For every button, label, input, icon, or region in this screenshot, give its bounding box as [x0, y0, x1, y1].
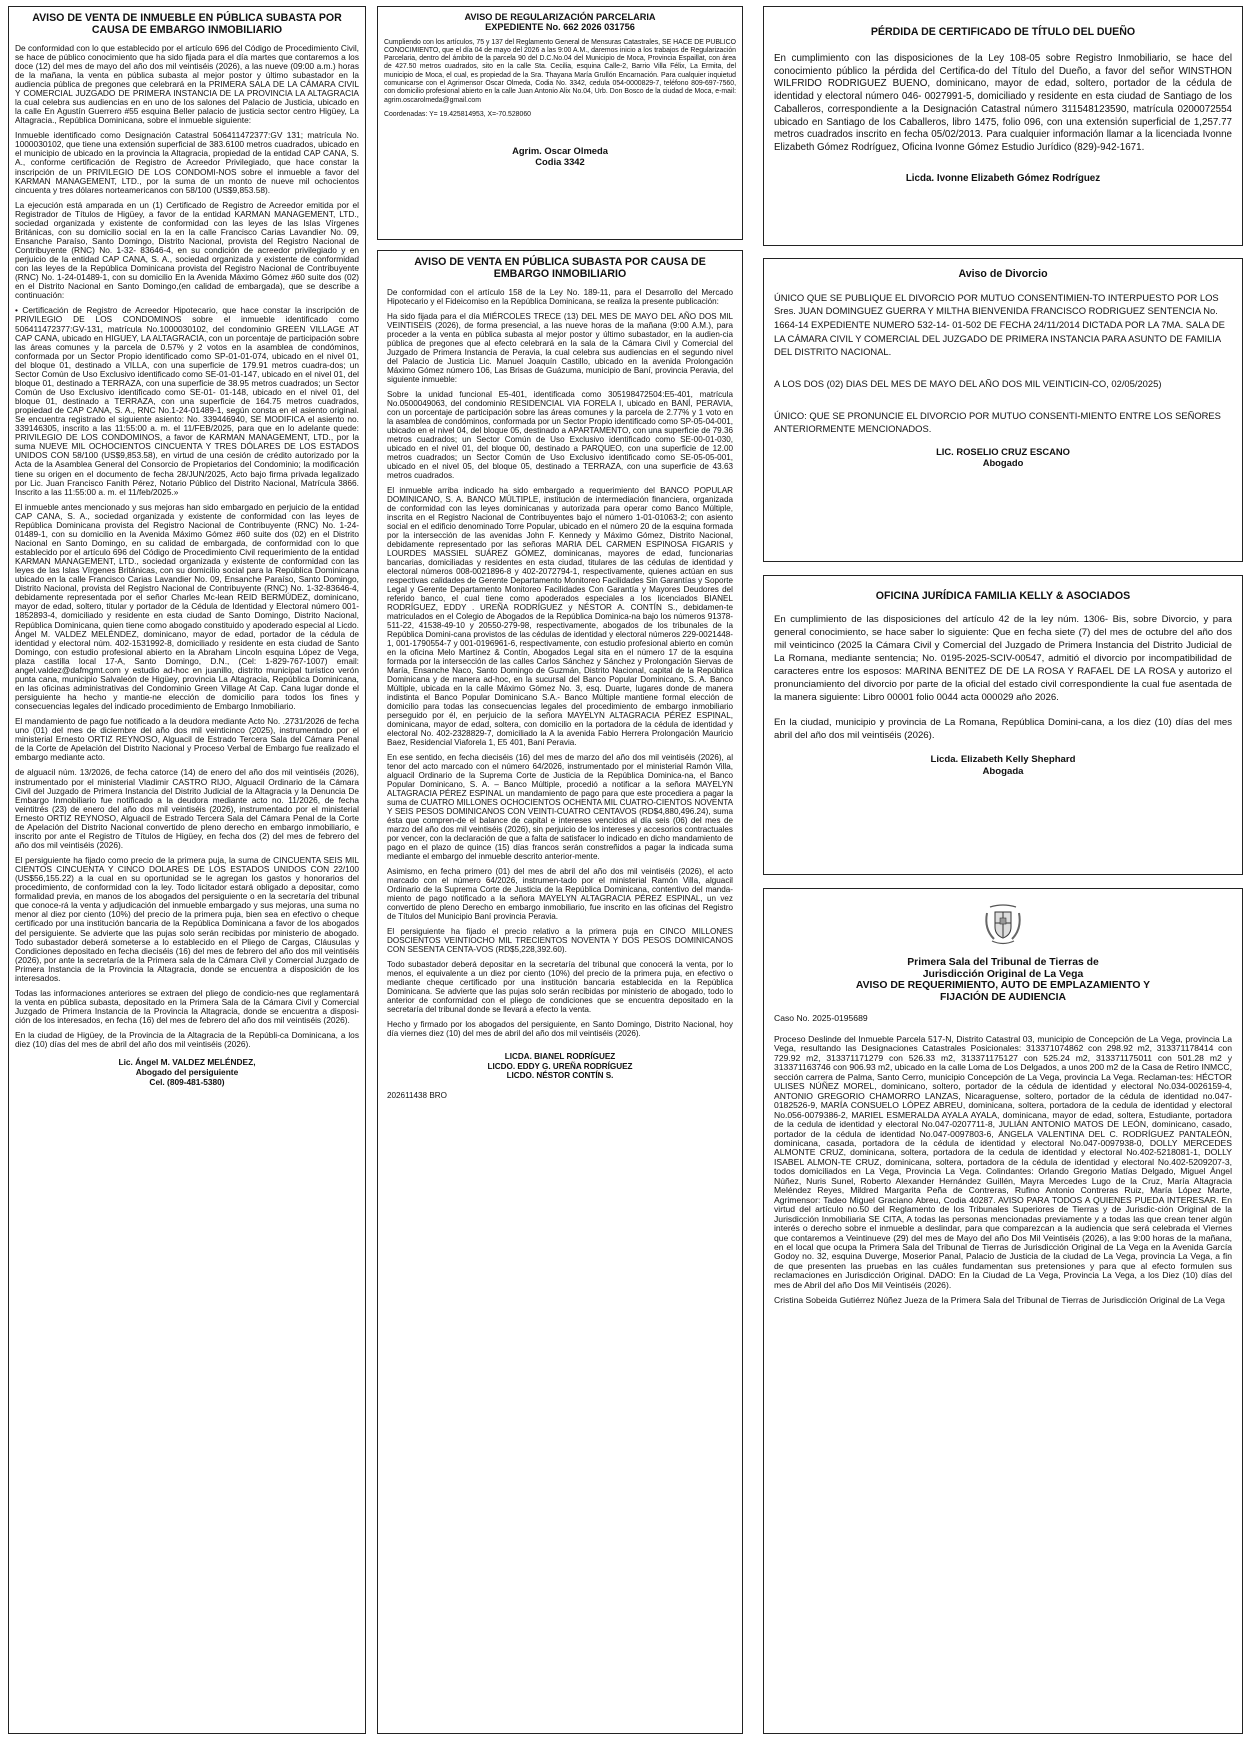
notice-paragraph: Todas las informaciones anteriores se extraen del pliego de condicio-nes que reglamentará la venta en pública subasta, depositado en la Primera Sala de la Cámara Civil y Comercial Juzgado de Primera Instancia de la Provincia la Altagracia, donde se encuentra a disposi-ción de los interesados, en fecha (16) del mes de febrero del año dos mil veintiséis (2026). — [15, 987, 359, 1026]
notice-title-line: Jurisdicción Original de La Vega — [922, 968, 1084, 980]
notice-title: OFICINA JURÍDICA FAMILIA KELLY & ASOCIADOS — [875, 590, 1131, 602]
notice-paragraph: En la ciudad de Higüey, de la Provincia de la Altagracia de la Repúbli-ca Dominicana, a los diez (10) días del mes de abril del año dos mil veintiséis (2026). — [15, 1030, 359, 1050]
signature-line: LICDO. NÉSTOR CONTÍN S. — [506, 1071, 614, 1081]
notice-auction-peravia — [377, 250, 743, 1734]
signature-line: Abogada — [982, 765, 1024, 777]
notice-land-tribunal-la-vega — [763, 888, 1243, 1734]
notice-paragraph: Ha sido fijada para el día MIÉRCOLES TRECE (13) DEL MES DE MAYO DEL AÑO DOS MIL VEINTISEIS (2026), de forma presencial, a las nueve horas de la mañana (9:00 A.M.), para proceder a la venta en pública subasta al mejor postor y último subastador, en la audien-cia pública de pregones que al efecto celebrará en la sala de la Cámara Civil y Comercial del Juzgado de Primera Instancia de Peravia, la cual celebra sus audiencias en el segundo nivel del Palacio de Justicia Lic. Manuel Joaquín Castillo, ubicado en la avenida Prolongación Máximo Gómez número 106, Las Brisas de Guázuma, municipio de Baní, provincia Peravia, del siguiente inmueble: — [387, 311, 733, 384]
notice-paragraph: En la ciudad, municipio y provincia de La Romana, República Domini-cana, a los diez (10) días del mes abril del año dos mil veintiséis (2026). — [774, 717, 1232, 742]
notice-paragraph: En cumplimiento de las disposiciones del artículo 42 de la ley núm. 1306- Bis, sobre Divorcio, y para general conocimiento, se hace saber lo siguiente: Que en fecha siete (7) del mes de octubre del año dos mil veinticinco (2025 la Cámara Civil y Comercial del Juzgado de Primera Instancia del Distrito Judicial de La Romana, mediante sentencia; No. 0195-2025-SCIV-00547, admitió el divorcio por incompatibilidad de caracteres entre los esposos: MARINA BENITEZ DE DE LA ROSA Y RAFAEL DE LA ROSA y autorizo el pronunciamiento del divorcio por parte de la oficial del estado civil correspondiente la cual fue asentada de la manera siguiente: Libro 00001 folio 0044 acta 000029 año 2026. — [774, 613, 1232, 704]
notice-kelly-law-office — [763, 575, 1243, 875]
signature-line: Lic. Ángel M. VALDEZ MELÉNDEZ, — [118, 1057, 256, 1068]
notice-paragraph: El mandamiento de pago fue notificado a la deudora mediante Acto No. .2731/2026 de fecha uno (01) del mes de diciembre del año dos mil veinticinco (2025), instrumentado por el ministerial Ernesto ORTIZ REYNOSO, Alguacil de Estrado Tercera Sala del Cámara Penal de la Corte de Apelación del Distrito Nacional y Proceso Verbal de Embargo fue realizado el embargo mediante acto. — [15, 716, 359, 763]
notice-title-line: EXPEDIENTE No. 662 2026 031756 — [485, 22, 635, 33]
notice-paragraph: Cristina Sobeida Gutiérrez Núñez Jueza de la Primera Sala del Tribunal de Tierras de Jurisdicción Original de La Vega — [774, 1295, 1225, 1306]
notice-paragraph: La ejecución está amparada en un (1) Certificado de Registro de Acreedor emitida por el Registrador de Títulos de Higüey, a favor de la entidad KARMAN MANAGEMENT, LTD., sociedad organizada y existente de conformidad con las leyes de las Islas Vírgenes Británicas, con su domicilio social en la en la calle Francisco Carias Lavandier No. 09, Ensanche Paraíso, Santo Domingo, Distrito Nacional, provista del Registro Nacional de Contribuyente (RNC) No. 1-32- 83646-4, en su condición de acreedor privilegiado y en perjuicio de la entidad CAP CANA, S. A., sociedad organizada y existente de conformidad con las leyes de la República Dominicana provista del Registro Nacional de Contribuyente (RNC) No. 1-24-01489-1, con su domicilio En la Avenida Máximo Gómez #60 suite dos (02) en el Distrito Nacional en Santo Domingo,(en calidad de embargada), que se describe a continuación: — [15, 199, 359, 301]
notice-paragraph: El inmueble antes mencionado y sus mejoras han sido embargado en perjuicio de la entidad CAP CANA, S. A., sociedad organizada y existente de conformidad con las leyes de República Dominicana provista del Registro Nacional de Contribuyente (RNC) No. 1-24-01489-1, con su domicilio en la Avenida Máximo Gómez #60 suite dos (02) en el Distrito Nacional en Santo Domingo, en su calidad de embargada, de conformidad con lo que establecido por el artículo 696 del Código de Procedimiento Civil requerimiento de la entidad KARMAN MANAGEMENT, LTD., sociedad organizada y existente de conformidad con las leyes de las Islas Vírgenes Británicas, con su domicilio social para la República Dominicana ubicado en la calle Francisco Carias Lavandier No. 09, Ensanche Paraíso, Santo Domingo, Distrito Nacional, provista del Registro Nacional de Contribuyente (RNC) No. 1-32-83646-4, debidamente representada por el señor Charles Mc-lean REID BERMÚDEZ, dominicano, mayor de edad, soltero, titular y portador de la Cédula de Identidad y Electoral número 001-1852893-4, domiciliado y residente en esta ciudad de Santo Domingo, Distrito Nacional, República Dominicana, quien tiene como abogado constituido y apoderado especial al Licdo. Ángel M. VALDEZ MELÉNDEZ, dominicano, mayor de edad, portador de la cédula de identidad y electoral núm. 402-1531992-8, domiciliado y residente en esta ciudad de Santo Domingo, con estudio profesional abierto en la Abraham Lincoln esquina López de Vega, plaza castilla local 17-A, Santo Domingo, D.N., (Cel: 1-829-767-1007) email: angel.valdez@dafmgmt.com y estudio ad-hoc en juanillo, distrito municipal turístico verón punta cana, municipio Salvaleón de Higüey, provincia La Altagracia, República Dominicana, en las oficinas administrativas del Condominio Green Village At Cap. Cana lugar donde el persiguiente ha hecho y mantie-ne elección de domicilio para todos los fines y consecuencias legales del indicado procedimiento de Embargo Inmobiliario. — [15, 501, 359, 712]
signature-line: Agrim. Oscar Olmeda — [512, 145, 608, 157]
notice-title-line: AVISO DE REGULARIZACIÓN PARCELARIA — [464, 12, 656, 22]
notice-divorce — [763, 258, 1243, 562]
notice-title-line: AVISO DE REQUERIMIENTO, AUTO DE EMPLAZAMIENTO Y — [855, 980, 1151, 992]
notice-paragraph: A LOS DOS (02) DIAS DEL MES DE MAYO DEL AÑO DOS MIL VEINTICIN-CO, 02/05/2025) — [774, 377, 1162, 389]
notice-paragraph: Cumpliendo con los artículos, 75 y 137 del Reglamento General de Mensuras Catastrales, SE HACE DE PUBLICO CONOCIMIENTO, que el día 04 de mayo del 2026 a las 9:00 A.M., daremos inicio a los trabajos de Regularización Parcelaria, dentro del ámbito de la parcela 90 del D.C.No.04 del Municipio de Moca, Provincia Espaillat, con área de 427.50 metros cuadrados, sito en la calle Sta. Cecilia, esquina Calle-2, Barrio Villa Félix, La Ermita, del municipio de Moca, el cual, es propiedad de la Sra. Thayana María Grullón Encarnación. Para cualquier inquietud comunicarse con el Agrimensor Oscar Olmeda, Codia No. 3342, cedula 054-0000829-7, teléfono 809-697-7560, con domicilio profesional abierto en la calle Juan Antonio Alix No.04, Urb. Don Bosco de la ciudad de Moca, e-mail: agrim.oscarolmeda@gmail.com — [384, 38, 736, 104]
signature-line: Licda. Elizabeth Kelly Shephard — [930, 754, 1076, 766]
signature-line: Licda. Ivonne Elizabeth Gómez Rodríguez — [905, 172, 1101, 184]
notice-paragraph: ÚNICO QUE SE PUBLIQUE EL DIVORCIO POR MUTUO CONSENTIMIEN-TO INTERPUESTO POR LOS Sres. JUAN DOMINGUEZ GUERRA Y MILTHA BIENVENIDA FRANCISCO RODRIGUEZ SENTENCIA No. 1664-14 EXPEDIENTE NUMERO 532-14- 01-502 DE FECHA 24/11/2014 DICTADA POR LA 7MA. SALA DE LA CÁMARA CIVIL Y COMERCIAL DEL JUZGADO DE PRIMERA INSTANCIA PARA ASUNTO DE FAMILIA DEL DISTRITO NACIONAL. — [774, 291, 1225, 358]
signature-line: LICDO. EDDY G. UREÑA RODRÍGUEZ — [487, 1061, 633, 1071]
reference-code: 202611438 BRO — [387, 1091, 447, 1101]
notice-title: Aviso de Divorcio — [958, 268, 1048, 280]
signature-line: LIC. ROSELIO CRUZ ESCANO — [936, 445, 1070, 457]
notice-paragraph: De conformidad con el artículo 158 de la Ley No. 189-11, para el Desarrollo del Mercado Hipotecario y el Fideicomiso en la República Dominicana, se realiza la presente publicación: — [387, 287, 733, 306]
notice-auction-altagracia — [8, 6, 366, 1734]
notice-title: AVISO DE VENTA EN PÚBLICA SUBASTA POR CAUSA DE EMBARGO INMOBILIARIO — [414, 256, 706, 280]
signature-line: LICDA. BIANEL RODRÍGUEZ — [504, 1051, 616, 1061]
signature-block — [774, 173, 1232, 185]
notice-paragraph: Hecho y firmado por los abogados del persiguiente, en Santo Domingo, Distrito Nacional, hoy día viernes diez (10) del mes de abril del año dos mil veintiséis (2026). — [387, 1019, 733, 1038]
notice-paragraph: En cumplimiento con las disposiciones de la Ley 108-05 sobre Registro Inmobiliario, se hace del conocimiento público la pérdida del Certifica-do del Título del Dueño, a favor del señor WINSTHON WILFRIDO RODRIGUEZ BUENO, dominicano, mayor de edad, soltero, portador de la cédula de identidad y electoral número 046- 0027991-5, domiciliado y residente en esta ciudad de Santiago de los Caballeros, correspondiente a la Designación Catastral número 311548123590, matrícula 0200072554 ubicado en Santiago de los Caballeros, libro 1475, folio 096, con una extensión superficial de 1,257.77 metros cuadrados inscrito en fecha 05/02/2013. Para cualquier información llamar a la licenciada Ivonne Elizabeth Gómez Rodríguez, Oficina Ivonne Gómez Estudio Jurídico (829)-942-1671. — [774, 52, 1232, 153]
signature-line: Abogado — [982, 457, 1024, 469]
signature-line: Abogado del persiguiente — [135, 1067, 239, 1078]
notice-parcel-regularization — [377, 6, 743, 240]
signature-line: Cel. (809-481-5380) — [149, 1077, 225, 1088]
notice-paragraph: Proceso Deslinde del Inmueble Parcela 517-N, Distrito Catastral 03, municipio de Concepción de La Vega, provincia La Vega, resultando las Designaciones Catastrales Posicionales: 313371074862 con 298.92 m2, 313371178414 con 729.92 m2, 313371171279 con 526.33 m2, 313371175127 con 525.24 m2, 313371175011 con 501.28 m2 y 313371163746 con 906.93 m2, ubicado en la calle Loma de Los Delgados, a unos 200 m2 de la Casa de Retiro INMCC, sección carrera de Palma, Santo Cerro, municipio Concepción de La Vega, provincia La Vega. Reclaman-tes: HÉCTOR ULISES NÚÑEZ MOREL, dominicano, soltero, portador de la cédula de identidad y electoral No.034-0026159-4, ANTONIO GREGORIO CHAMORRO LANZAS, Nicaraguense, soltero, portador de la cédula de identidad no.047-0182526-9, MARÍA CONSUELO LÓPEZ ABREU, dominicana, soltera, portadora de la cedula de identidad y electoral No.056-0079386-2, MARIEL ESMERALDA AYALA AYALA, dominicana, mayor de edad, soltera, Estudiante, portadora de la cedula de identidad y electoral No.047-0207711-8, JULIÁN ANTONIO MATOS DE LEÓN, dominicano, casado, portador de la cédula de identidad No.047-0097803-6, ÁNGELA VALENTINA DEL C. RODRÍGUEZ PANTALEÓN, dominicana, casada, portadora de la cédula de identidad y electoral No.047-0097938-0, DOLLY MERCEDES ALMONTE CRUZ, dominicana, soltera, portadora de la cedula de identidad y electoral No.402-5218081-1, DOLLY ISABEL ALMON-TE CRUZ, dominicana, soltera, portadora de la cédula de identidad y electoral No.402-5209207-3, todos domiciliados en La Vega, Provincia La Vega. Colindantes: Orlando Gregorio Matías Delgado, Miguel Ángel Núñez, Nuris Sunel, Roberto Alexander Hernández Guillén, Mayra Mercedes Lugo de la Cruz, María Altagracia Meléndez Reyes, Mildred Margarita Peña de Contreras, Rufino Antonio Contreras Ruiz, María López Marte, Agrimensor: Tadeo Miguel Graciano Abreu, Codia 40287. AVISO PARA TODOS A QUIENES PUEDA INTERESAR. En virtud del artículo no.50 del Reglamento de los Tribunales Superiores de Tierras y de Jurisdic-ción Original de la Jurisdicción Inmobiliaria SE CITA, A todas las personas mencionadas previamente y a todas las que crean tener algún interés o derecho sobre el inmueble a deslindar, para que comparezcan a la audiencia que será celebrada el Viernes que contaremos a Veintinueve (29) del mes de Mayo del año Dos Mil Veintiséis (2026), a las 9:00 horas de la mañana, en el local que ocupa la Primera Sala del Tribunal de Tierras de Jurisdicción Original de La Vega en la Avenida García Godoy no. 32, esquina Duverge, Moserior Panal, Palacio de Justicia de la ciudad de La Vega, provincia La Vega, a fin de que presenten las pruebas en las cuáles fundamentan sus pretensiones y para que al efecto formulen sus reclamaciones en Jurisdicción Original. DADO: En la Ciudad de La Vega, Provincia La Vega, a los Diez (10) días del mes de Abril del año Dos Mil Veintiséis (2026). — [774, 1034, 1232, 1290]
signature-block — [15, 1057, 359, 1087]
signature-block — [384, 145, 736, 168]
notice-paragraph: • Certificación de Registro de Acreedor Hipotecario, que hace constar la inscripción de PRIVILEGIO DE LOS CONDOMINOS sobre el inmueble identificado como 506411472377:GV-131, matrícula No.1000030102, del condominio GREEN VILLAGE AT CAP CANA, ubicado en HIGUEY, LA ALTAGRACIA, con un porcentaje de participación sobre las áreas comunes y la parcela de 0.57% y 2 votos en la asamblea de condóminos, conformada por un Sector Propio identificado como SP-01-01-074, ubicado en el nivel 01, del bloque 01, destinado a VILLA, con una superficie de 179.91 metros cuadra-dos; un Sector Común de Uso Exclusivo identificado como SE-01-01-147, ubicado en el nivel 01, del bloque 01, destinado a TERRAZA, con una superficie de 38.95 metros cuadrados; un Sector Común de Uso Exclusivo identificado como SE-01- 01-148, ubicado en el nivel 01, del bloque 01, destinado a TERRAZA, con una superficie de 164.75 metros cuadrados, propiedad de CAP CANA, S. A., RNC No.1-24-01489-1, según consta en el asiento original. Se encuentra registrado el siguiente asiento: No. 339446940, SE MODIFICA el asiento no. 339146305, inscrito a las 11:55:00 a. m. el 11/FEB/2025, para que en lo adelante quede: PRIVILEGIO DE LOS CONDOMINOS, a favor de KARMAN MANAGEMENT, LTD., por la suma NUEVE MIL OCHOCIENTOS CINCUENTA Y TRES DÓLARES DE LOS ESTADOS UNIDOS CON 58/100 (US$9,853.58), en virtud de una cesión de crédito autorizado por la Acta de la Asamblea General del Consorcio de Propietarios del Condominio; la modificación tiene su origen en el documento de fecha 28/JUN/2025, Acto bajo firma privada legalizado por Lic. Juan Francisco Fanith Pérez, Notario Público del Distrito Nacional, Matrícula 3866. Inscrito a las 11:55:00 a. m. el 11/feb/2025.» — [15, 305, 359, 497]
notice-paragraph: De conformidad con lo que establecido por el artículo 696 del Código de Procedimiento Civil, se hace de público conocimiento que ha sido fijada para el día martes que contaremos a los doce (12) del mes de mayo del año dos mil veintiséis (2026), a las nueve (09:00 a.m.) horas de la mañana, la venta en pública subasta al mejor postor y último subastador en la audiencia pública de pregones que celebrará en la PRIMERA SALA DE LA CÁMARA CIVIL Y COMERCIAL JUZGADO DE PRIMERA INSTANCIA DE LA PROVINCIA LA ALTAGRACIA la cual celebra sus audiencias en en uno de los salones del Palacio de Justicia, ubicado en la calle En Agustín Guerrero #55 esquina Beller palacio de justicia sector centro Higüey, La Altagracia., República Dominicana, sobre el inmueble siguiente: — [15, 42, 359, 126]
notice-paragraph: Asimismo, en fecha primero (01) del mes de abril del año dos mil veintiséis (2026), el acto marcado con el número 64/2026, instrumen-tado por el ministerial Ramón Villa, alguacil Ordinario de la Suprema Corte de Justicia de la República Dominicana, contentivo del manda-miento de pago notificado a la señora MAYELYN ALTAGRACIA PÉREZ ESPINAL, un vez convertido de pleno Derecho en embargo inmobiliario, fue inscrito en las oficinas del Registro de Títulos del Municipio Baní provincia Peravia. — [387, 866, 733, 921]
signature-block — [774, 446, 1232, 469]
notice-paragraph: El persiguiente ha fijado como precio de la primera puja, la suma de CINCUENTA SEIS MIL CIENTOS CINCUENTA Y CINCO DOLARES DE LOS ESTADOS UNIDOS CON 22/100 (US$56,155.22) a la cual en su oportunidad se le agregan los gastos y honorarios del procedimiento, de conformidad con la ley. Todo licitador estará obligado a depositar, como formalidad previa, en manos de los abogados del persiguiente o en la secretaría del tribunal que conoce-rá la venta y adjudicación del inmueble embargado y sus mejoras, una suma no menor al diez por ciento (10%) del precio de la primera puja, bien sea en efectivo o cheque certificado por una institución bancaria de la República Dominicana a favor de los abogados del persiguiente. Se advierte que las pujas solo serán recibidas por ministerio de abogado. Todo subastador deberá someterse a lo establecido en el Pliego de Cargas, Cláusulas y Condiciones depositado en fecha dieciséis (16) del mes de febrero del año dos mil veintiséis (2026), por ante la secretaría de la Primera sala de la Cámara Civil y Comercial Juzgado de Primera Instancia de la Provincia la Altagracia, donde se encuentra a disposición de los interesados. — [15, 855, 359, 983]
signature-block — [387, 1052, 733, 1081]
notice-title — [774, 957, 1232, 1004]
notice-title-line: FIJACIÓN DE AUDIENCIA — [939, 991, 1067, 1003]
notice-paragraph: El inmueble arriba indicado ha sido embargado a requerimiento del BANCO POPULAR DOMINICANO, S. A. BANCO MÚLTIPLE, institución de intermediación financiera, organizada de conformidad con las leyes dominicanas y autorizada para operar como Banco Múltiple, inscrita en el Registro Nacional de Contribuyentes bajo el número 1-01-01063-2; con asiento social en el edificio denominado Torre Popular, ubicado en el número 20 de la esquina formada por la intersección de las avenidas John F. Kennedy y Máximo Gómez, Distrito Nacional, debidamente representado por las señoras MARIA DEL CARMEN ESPINOSA FIGARIS y LOURDES MASSIEL SUÁREZ GÓMEZ, dominicanas, mayores de edad, funcionarias bancarias, domiciliadas y residentes en esta ciudad, titulares de las cédulas de identidad y electoral números 008-0021896-8 y 402-2072794-1, respectivamente, quienes actúan en sus respectivas calidades de Gerente Departamento Monitoreo Facilidades Sin Garantías y Soporte Legal y Gerente Departamento Monitoreo Facilidades Con Garantía y Mayores Deudores del referido banco, el cual tiene como apoderados especiales a los licenciados BIANEL RODRÍGUEZ, EDDY . UREÑA RODRÍGUEZ y NÉSTOR A. CONTÍN S., debidamen-te matriculados en el Colegio de Abogados de la República Dominica-na bajo los números 91378-511-22, 41538-49-10 y 20550-279-98, respectivamente, abogados de los tribunales de la República Domini-cana provistos de las cédulas de identidad y electoral números 229-0021448-1, 001-1790554-7 y 001-0196961-6, respectivamente, con estudio profesional abierto en común en la oficina Melo Martínez & Contín, Abogados Legal sita en el número 17 de la esquina formada por la intersección de las calles Carlos Sánchez y Sánchez y Prolongación Siervas de María, Ensanche Naco, Santo Domingo de Guzmán, Distrito Nacional, capital de la República Dominicana y de manera ad-hoc, en la sucursal del Banco Popular Dominicano, S. A. Banco Múltiple, ubicada en la calle Máximo Gómez No. 3, esq. Duarte, lugares donde de manera indistinta el Banco Popular Dominicano S.A.- Banco Múltiple mantiene formal elección de domicilio para todas las consecuencias legales del procedimiento de embargo inmobiliario perseguido por él, en perjuicio de la señora MAYELYN ALTAGRACIA PÉREZ ESPINAL, dominicana, mayor de edad, soltera, con domicilio en la portadora de la cédula de identidad y electoral No. 402-2328829-7, domiciliado la A la avenida Fabio Herrera Prolongación Mauricio Baez, Residencial Viaforela 1, E5 401, Baní Peravia. — [387, 485, 733, 747]
notice-title — [384, 12, 736, 33]
notice-lost-title-certificate — [763, 6, 1243, 246]
notice-paragraph: Coordenadas: Y= 19.425814953, X=-70.528060 — [384, 110, 531, 118]
notice-paragraph: ÚNICO: QUE SE PRONUNCIE EL DIVORCIO POR MUTUO CONSENTI-MIENTO ENTRE LOS SEÑORES ANTERIORMENTE MENCIONADOS. — [774, 409, 1221, 435]
notice-paragraph: Todo subastador deberá depositar en la secretaría del tribunal que conocerá la venta, por lo menos, el equivalente a un diez por ciento (10%) del precio de la primera puja, en efectivo o mediante cheque certificado por una institución bancaria establecida en la República Dominicana. Se advierte que las pujas solo serán recibidas por ministerio de abogado, todo lo anterior de conformidad con el pliego de condiciones que se encuentra depositado en la secretaría del tribunal donde se llevará a efecto la venta. — [387, 959, 733, 1014]
notice-title: PÉRDIDA DE CERTIFICADO DE TÍTULO DEL DUEÑO — [870, 26, 1136, 38]
notice-paragraph: El persiguiente ha fijado el precio relativo a la primera puja en CINCO MILLONES DOSCIENTOS VEINTIOCHO MIL TRECIENTOS NOVENTA Y DOS PESOS DOMINICANOS CON SESENTA CENTA-VOS (RD$5,228,392.60). — [387, 926, 733, 954]
notice-title: AVISO DE VENTA DE INMUEBLE EN PÚBLICA SUBASTA POR CAUSA DE EMBARGO INMOBILIARIO — [32, 12, 342, 36]
notice-paragraph: Inmueble identificado como Designación Catastral 506411472377:GV 131; matrícula No. 1000030102, que tiene una extensión superficial de 383.6100 metros cuadrados, ubicado en el municipio de ubicado en la provincia la Altagracia, propiedad de la entidad CAP CANA, S. A., conforme certificación de Registro de Acreedor Privilegiado, que hace constar la inscripción de un PRIVILEGIO DE LOS CONDOMI-NOS sobre el inmueble a favor del KARMAN MANAGEMENT, LTD., por la suma de un monto de nueve mil ochocientos cincuenta y tres dólares norteamericanos con 58/100 (US$9,853.58). — [15, 130, 359, 195]
case-number: Caso No. 2025-0195689 — [774, 1012, 868, 1023]
notice-title-line: Primera Sala del Tribunal de Tierras de — [907, 957, 1099, 968]
signature-block — [774, 754, 1232, 777]
dominican-coat-of-arms-icon — [982, 903, 1024, 947]
signature-line: Codia 3342 — [535, 156, 585, 168]
notice-paragraph: de alguacil núm. 13/2026, de fecha catorce (14) de enero del año dos mil veintiséis (2026), instrumentado por el ministerial Vladimir CASTRO RIJO, Alguacil Ordinario de la Cámara Civil del Juzgado de Primera Instancia del Distrito Judicial de la Altagracia y la Denuncia De Embargo Inmobiliario fue notificado a la deudora mediante acto no. 11/2026, de fecha veintitrés (23) de enero del año dos mil veintiséis (2026), instrumentado por el ministerial Ernesto ORTIZ REYNOSO, Alguacil de Estrado Tercera Sala del Cámara Penal de la Corte de Apelación del Distrito Nacional convertido de pleno derecho en embargo inmobiliario, e inscrito por ante el Registro de Títulos de Higüey, en fecha dos (2) del mes de febrero del año dos mil veintiséis (2026). — [15, 767, 359, 850]
notice-paragraph: Sobre la unidad funcional E5-401, identificada como 305198472504:E5-401, matrícula No.0500049063, del condominio RESIDENCIAL VIA FORELA I, ubicado en BANÍ, PERAVIA, con un porcentaje de participación sobre las áreas comunes y la parcela de 2.77% y 1 voto en la asamblea de condóminos, conformada por un Sector Propio identificado como SP-05-04-001, ubicado en el nivel 04, del bloque 05, destinado a APARTAMENTO, con una superficie de 79.36 metros cuadrados; un Sector Común de Uso Exclusivo identificado como SE-00-01-030, ubicado en el nivel 01, del bloque 00, destinado a PARQUEO, con una superficie de 12.00 metros cuadrados; un Sector Común de Uso Exclusivo identificado como SE-05-05-001, ubicado en el nivel 05, del bloque 05, destinado a TERRAZA, con una superficie de 43.63 metros cuadrados. — [387, 389, 733, 480]
notice-paragraph: En ese sentido, en fecha dieciséis (16) del mes de marzo del año dos mil veintiséis (2026), al tenor del acto marcado con el número 64/2026, instrumentado por el ministerial Ramón Villa, alguacil Ordinario de la Suprema Corte de Justicia de la República Dominica-na, el Banco Popular Dominicano, S. A. – Banco Múltiple, procedió a notificar a la señora MAYELYN ALTAGRACIA PÉREZ ESPINAL un mandamiento de pago para que este procediera a pagar la suma de CUATRO MILLONES OCHOCIENTOS OCHENTA MIL CUATRO-CIENTOS NOVENTA Y SEIS PESOS DOMINICANOS CON VEINTI-CUATRO CENTAVOS (RD$4,880,496.24), suma ésta que compren-de el balance de capital e intereses vencidos al día seis (06) del mes de marzo del año dos mil veintiséis (2026), sin perjuicio de los intereses y accesorios contractuales por vencer, con la declaración de que a falta de satisfacer lo indicado en dicho mandamiento de pago en el plazo de quince (15) días francos serán constreñidos a pagar la indicada suma mediante el embargo del inmueble descrito anterior-mente. — [387, 752, 733, 861]
